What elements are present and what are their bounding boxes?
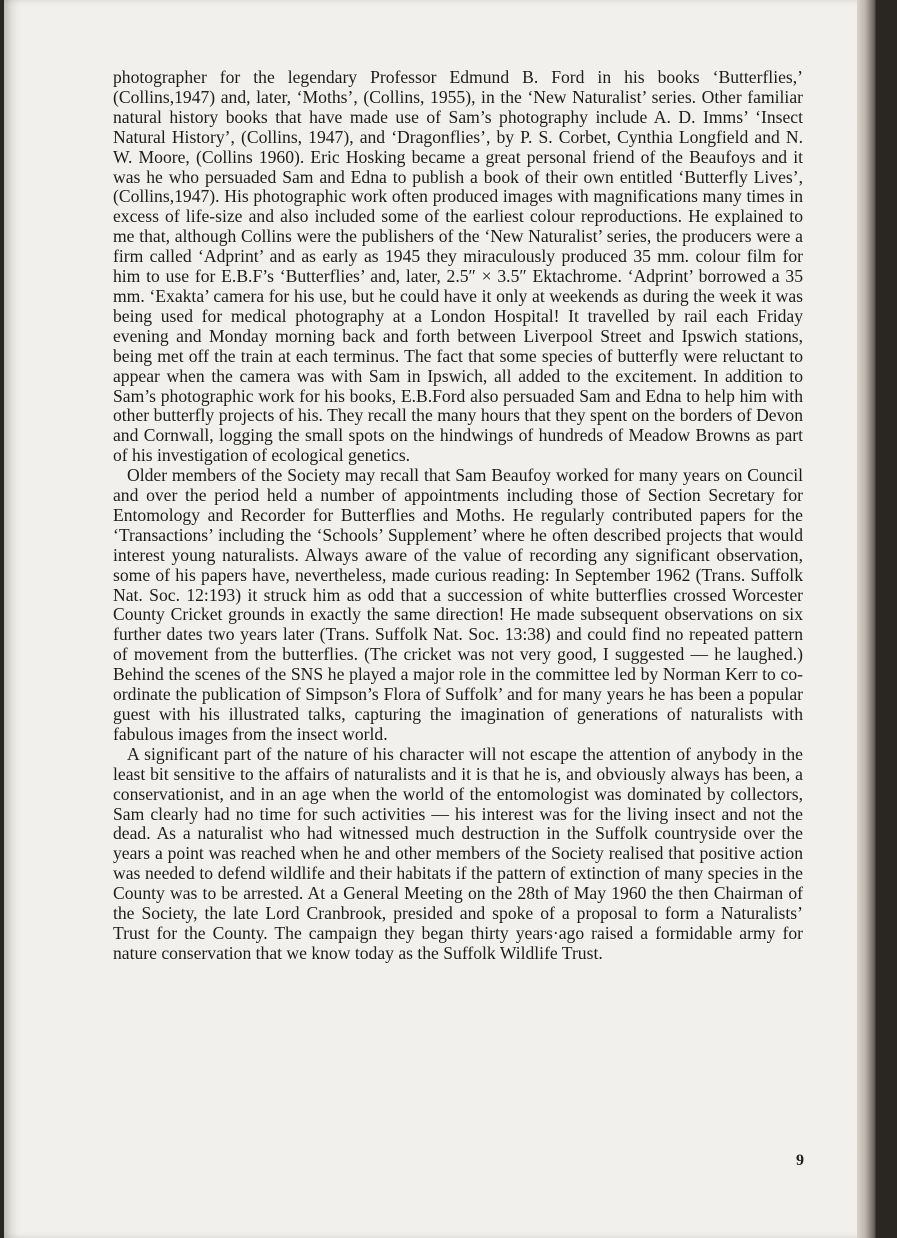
page-number: 9 [796,1152,804,1169]
page-edge-shadow [857,0,877,1238]
book-page [4,0,877,1238]
body-text [113,68,803,964]
paragraph-3: A significant part of the nature of his character will not escape the attention of anybody in the least bit sensitive to the affairs of naturalists and it is that he is, and obviously always has been, a conservationist, and in an age when the world of the entomologist was dominated by collectors, Sam clearly had no time for such activities — his interest was for the living insect and not the dead. As a naturalist who had witnessed much destruction in the Suffolk countryside over the years a point was reached when he and other members of the Society realised that positive action was needed to defend wildlife and their habitats if the pattern of extinction of many species in the County was to be arrested. At a General Meeting on the 28th of May 1960 the then Chairman of the Society, the late Lord Cranbrook, presided and spoke of a proposal to form a Naturalists’ Trust for the County. The campaign they began thirty years·ago raised a formidable army for nature conservation that we know today as the Suffolk Wildlife Trust. [113,743,803,963]
paragraph-2: Older members of the Society may recall that Sam Beaufoy worked for many years on Council and over the period held a number of appointments including those of Section Secretary for Entomology and Recorder for Butterflies and Moths. He regularly contributed papers for the ‘Transactions’ including the ‘Schools’ Supplement’ where he often described projects that would interest young naturalists. Always aware of the value of recording any significant observation, some of his papers have, nevertheless, made curious reading: In September 1962 (Trans. Suffolk Nat. Soc. 12:193) it struck him as odd that a succession of white butterflies crossed Worcester County Cricket grounds in exactly the same direction! He made subsequent observations on six further dates two years later (Trans. Suffolk Nat. Soc. 13:38) and could find no repeated pattern of movement from the butterflies. (The cricket was not very good, I suggested — he laughed.) Behind the scenes of the SNS he played a major role in the committee led by Norman Kerr to co-ordinate the publication of Simpson’s Flora of Suffolk’ and for many years he has been a popular guest with his illustrated talks, capturing the imagination of generations of naturalists with fabulous images from the insect world. [113,465,803,744]
paragraph-1: photographer for the legendary Professor Edmund B. Ford in his books ‘Butterflies,’ (Collins,1947) and, later, ‘Moths’, (Collins, 1955), in the ‘New Naturalist’ series. Other familiar natural history books that have made use of Sam’s photography include A. D. Imms’ ‘Insect Natural History’, (Collins, 1947), and ‘Dragonflies’, by P. S. Corbet, Cynthia Longfield and N. W. Moore, (Collins 1960). Eric Hosking became a great personal friend of the Beaufoys and it was he who persuaded Sam and Edna to publish a book of their own entitled ‘Butterfly Lives’, (Collins,1947). His photographic work often produced images with magnifications many times in excess of life-size and also included some of the earliest colour reproductions. He explained to me that, although Collins were the publishers of the ‘New Naturalist’ series, the producers were a firm called ‘Adprint’ and as early as 1945 they miraculously produced 35 mm. colour film for him to use for E.B.F’s ‘Butterflies’ and, later, 2.5″ × 3.5″ Ektachrome. ‘Adprint’ borrowed a 35 mm. ‘Exakta’ camera for his use, but he could have it only at weekends as during the week it was being used for medical photography at a London Hospital! It travelled by rail each Friday evening and Monday morning back and forth between Liverpool Street and Ipswich stations, being met off the train at each terminus. The fact that some species of butterfly were reluctant to appear when the camera was with Sam in Ipswich, all added to the excitement. In addition to Sam’s photographic work for his books, E.B.Ford also persuaded Sam and Edna to help him with other butterfly projects of his. They recall the many hours that they spent on the borders of Devon and Cornwall, logging the small spots on the hindwings of hundreds of Meadow Browns as part of his investigation of ecological genetics. [113,67,803,466]
